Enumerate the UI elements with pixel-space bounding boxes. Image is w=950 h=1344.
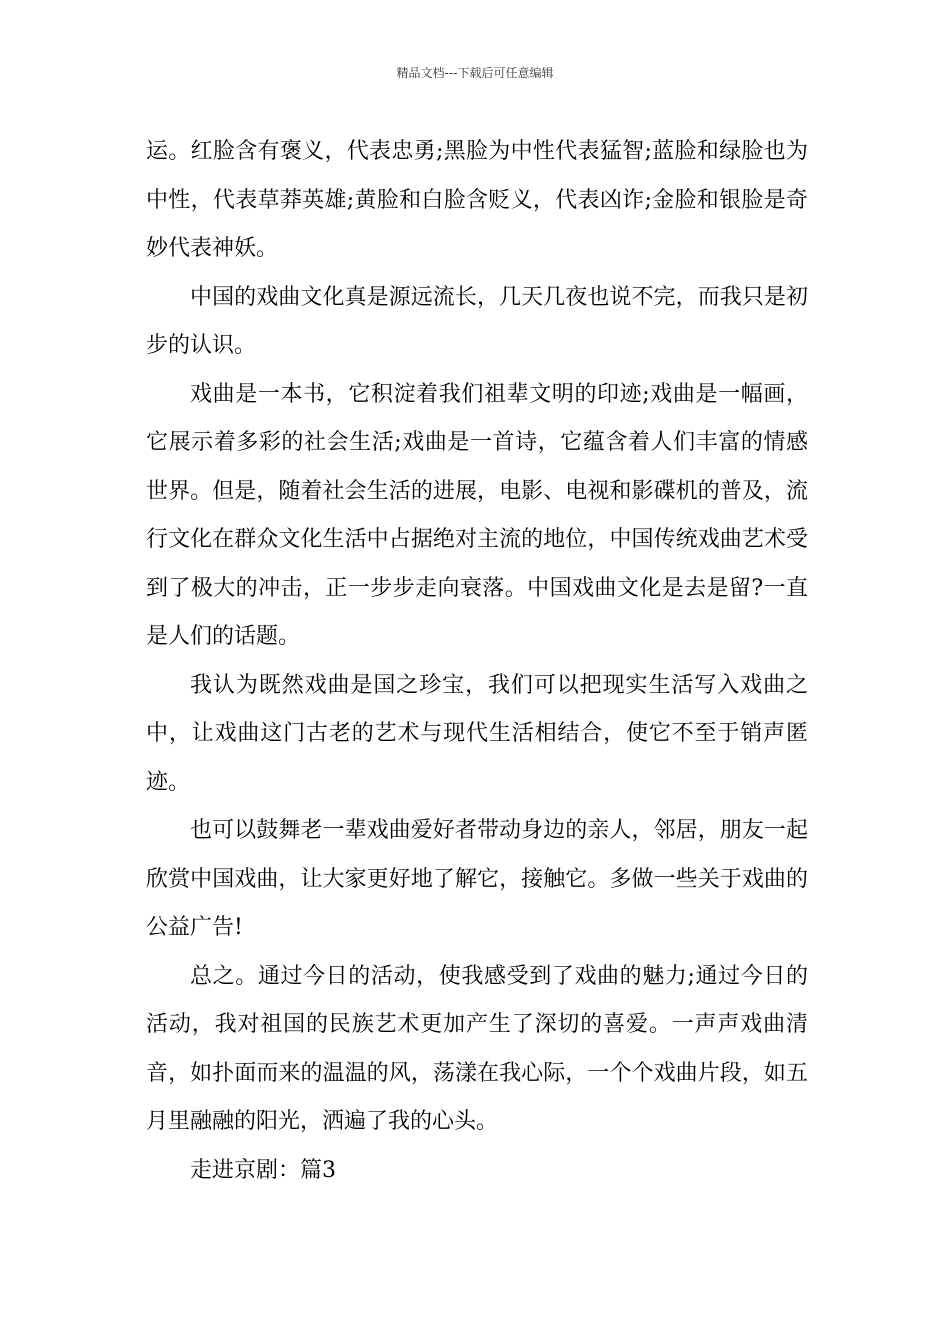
paragraph-continuation: 运。红脸含有褒义，代表忠勇;黑脸为中性代表猛智;蓝脸和绿脸也为中性，代表草莽英雄;黄脸和白脸含贬义，代表凶诈;金脸和银脸是奇妙代表神妖。	[146, 139, 808, 261]
section-heading: 走进京剧：篇3	[190, 1157, 336, 1183]
paragraph: 总之。通过今日的活动，使我感受到了戏曲的魅力;通过今日的活动，我对祖国的民族艺术更加产生了深切的喜爱。一声声戏曲清音，如扑面而来的温温的风，荡漾在我心际，一个个戏曲片段，如五月里融融的阳光，洒遍了我的心头。	[146, 963, 808, 1134]
paragraph: 中国的戏曲文化真是源远流长，几天几夜也说不完，而我只是初步的认识。	[146, 284, 808, 358]
paragraph: 也可以鼓舞老一辈戏曲爱好者带动身边的亲人，邻居，朋友一起欣赏中国戏曲，让大家更好地了解它，接触它。多做一些关于戏曲的公益广告!	[146, 818, 808, 940]
paragraph: 我认为既然戏曲是国之珍宝，我们可以把现实生活写入戏曲之中，让戏曲这门古老的艺术与现代生活相结合，使它不至于销声匿迹。	[146, 672, 808, 795]
page-header: 精品文档---下载后可任意编辑	[396, 66, 554, 80]
paragraph: 戏曲是一本书，它积淀着我们祖辈文明的印迹;戏曲是一幅画，它展示着多彩的社会生活;戏曲是一首诗，它蕴含着人们丰富的情感世界。但是，随着社会生活的进展，电影、电视和影碟机的普及，流行文化在群众文化生活中占据绝对主流的地位，中国传统戏曲艺术受到了极大的冲击，正一步步走向衰落。中国戏曲文化是去是留?一直是人们的话题。	[146, 381, 808, 649]
document-body	[146, 128, 808, 1195]
